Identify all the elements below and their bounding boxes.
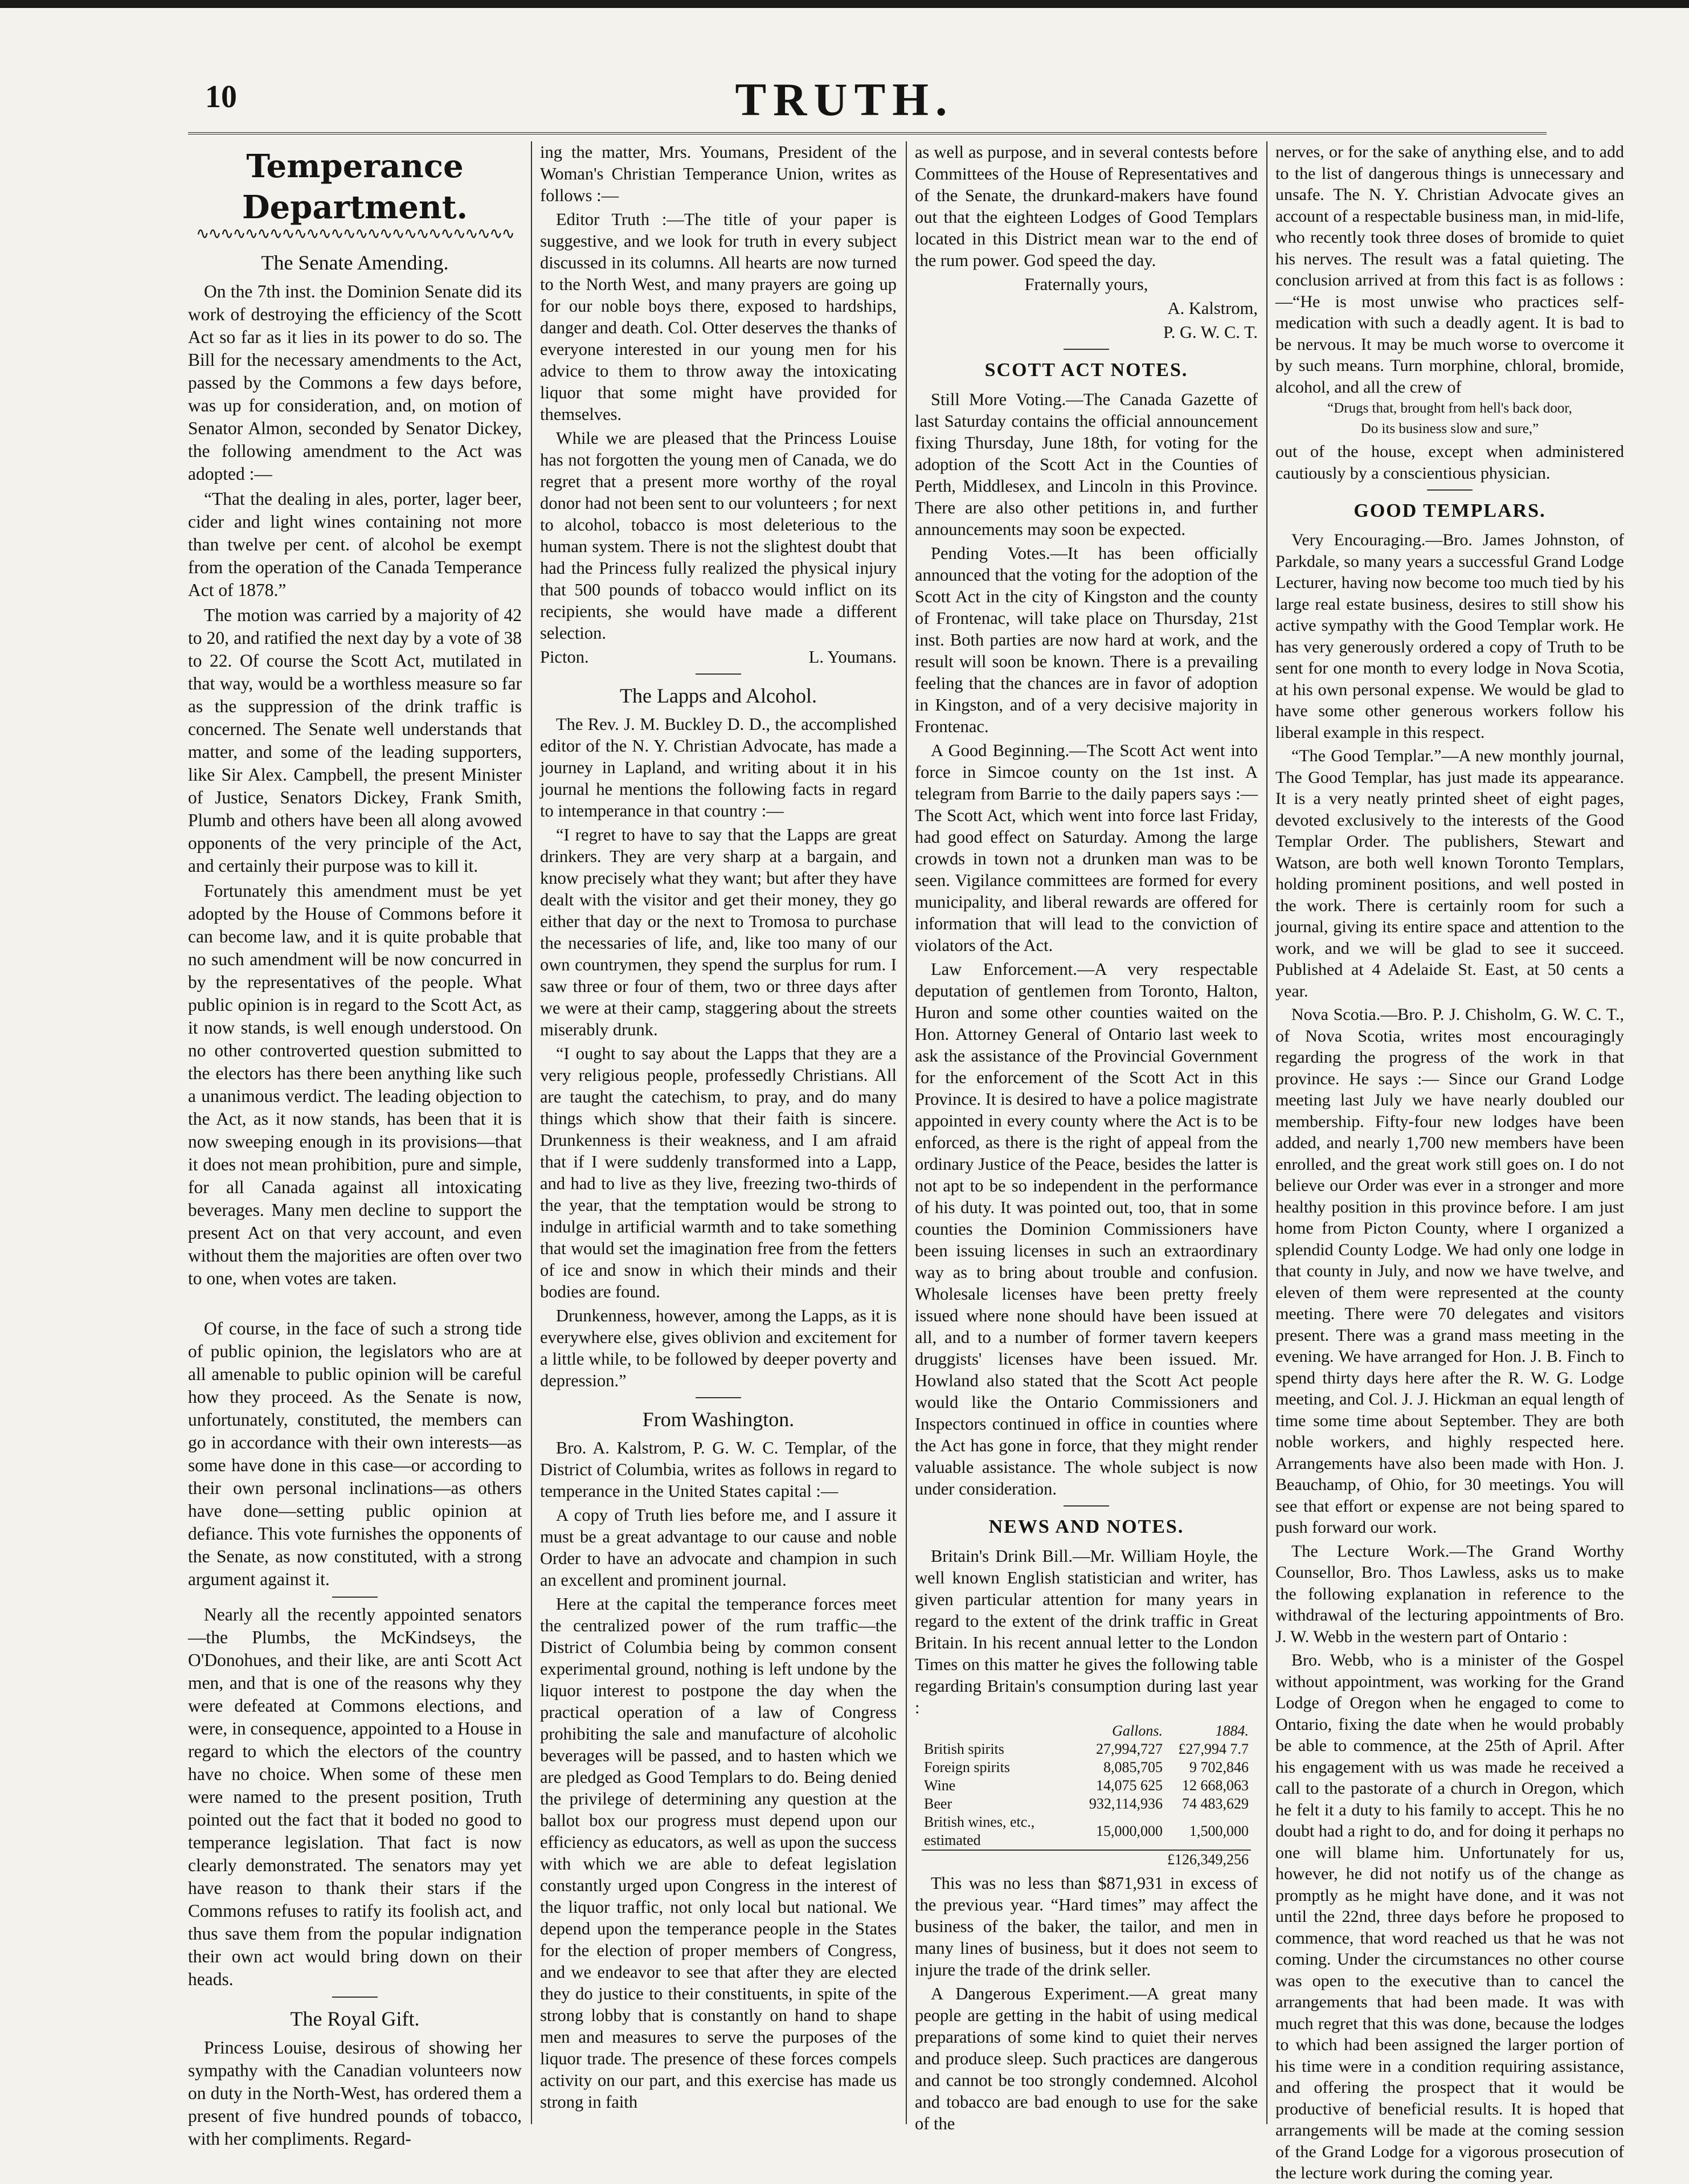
article-heading: From Washington. xyxy=(642,1408,795,1431)
table-cell: Foreign spirits xyxy=(924,1759,1010,1775)
table-cell: British wines, etc., estimated xyxy=(924,1814,1035,1848)
paragraph: A copy of Truth lies before me, and I assure it must be a great advantage to our cause and noble Order to have an advocate and champion in such an excellent and prominent journal. xyxy=(540,1505,897,1590)
section-rule xyxy=(1427,489,1473,491)
verse-line: “Drugs that, brought from hell's back door, xyxy=(1327,401,1572,416)
drink-consumption-table xyxy=(922,1722,1251,1869)
table-row xyxy=(922,1795,1251,1813)
section-rule xyxy=(696,673,741,675)
paragraph: Bro. Webb, who is a minister of the Gospel without appointment, was working for the Grand Lodge of Oregon when he engaged to come to Ontario, fixing the date when he would probably be able to commence, at the 25th of April. After his engagement with us was made he received a call to the pastorate of a church in Oregon, which he felt it a duty to his family to accept. This he no doubt had a right to do, and for doing it perhaps no one will blame him. Unfortunately for us, however, he did not notify us of the change as promptly as he might have done, and it was not until the 22nd, three days before he proposed to commence, that word reached us that he was not coming. Under the circumstances no other course was open to the executive than to cancel the arrangements that had been made. It was with much regret that this was done, because the lodges to which had been assigned the larger portion of his time were in a condition requiring assistance, and offering the prospect that it would be productive of beneficial results. It is hoped that arrangements will be made at the coming session of the Grand Lodge for a vigorous prosecution of the lecture work during the coming year. xyxy=(1275,1651,1624,2182)
table-row xyxy=(922,1777,1251,1795)
letter-signature xyxy=(540,646,897,668)
letter-paragraph: Editor Truth :—The title of your paper is suggestive, and we look for truth in every subject discussed in its columns. All hearts are now turned to the North West, and many prayers are going up for our noble boys there, exposed to hardships, danger and death. Col. Otter deserves the thanks of everyone interested in our young men for his advice to them to throw away the intoxicating liquor that some might have provided for themselves. xyxy=(540,210,897,424)
paragraph: The Lecture Work.—The Grand Worthy Counsellor, Bro. Thos Lawless, asks us to make the following explanation in reference to the withdrawal of the lecturing appointments of Bro. J. W. Webb in the western part of Ontario : xyxy=(1275,1541,1624,1646)
paragraph: Nova Scotia.—Bro. P. J. Chisholm, G. W. C. T., of Nova Scotia, writes most encouragingly regarding the progress of the work in that province. He says :— Since our Grand Lodge meeting last July we have nearly doubled our membership. Fifty-four new lodges have been added, and nearly 1,700 new members have been enrolled, and the great work still goes on. I do not believe our Order was ever in a stronger and more healthy position in this province before. I am just home from Picton County, where I organized a splendid County Lodge. We had only one lodge in that county in July, and now we have twelve, and eleven of them were represented at the county meeting. There were 70 delegates and visitors present. There was a grand mass meeting in the evening. We have arranged for Hon. J. B. Finch to spend thirty days here after the R. W. G. Lodge meeting, and Col. J. J. Hickman an equal length of time some time about September. They are both noble workers, and highly respected here. Arrangements have also been made with Hon. J. Beauchamp, of Ohio, for 30 meetings. You will see that effort or expense are not being spared to push forward our work. xyxy=(1275,1005,1624,1537)
table-cell: 1,500,000 xyxy=(1189,1823,1249,1839)
table-cell: 27,994,727 xyxy=(1095,1741,1163,1757)
top-border xyxy=(0,0,1689,8)
column-rule xyxy=(906,141,907,2124)
column-1 xyxy=(188,141,522,2149)
paragraph: Law Enforcement.—A very respectable deputation of gentlemen from Toronto, Halton, Huron and some other counties waited on the Hon. Attorney General of Ontario last week to ask the assistance of the Provincial Government for the enforcement of the Scott Act in this Province. It is desired to have a police magistrate appointed in every county where the Act is to be enforced, as there is the right of appeal from the ordinary Justice of the Peace, besides the latter is not apt to be so independent in the performance of his duty. It was pointed out, too, that in some counties the Dominion Commissioners have been issuing licenses in such an extraordinary way as to bring about trouble and confusion. Wholesale licenses have been pretty freely issued where none should have been issued at all, and to a number of former tavern keepers druggists' licenses have been issued. Mr. Howland also stated that the Scott Act people would like the Ontario Commissioners and Inspectors continued in office in counties where the Act has gone in force, that they might render valuable assistance. The whole subject is now under consideration. xyxy=(915,960,1258,1499)
table-cell: 932,114,936 xyxy=(1089,1795,1163,1812)
page-number: 10 xyxy=(205,79,237,115)
letter-closing: Fraternally yours, xyxy=(1024,275,1148,294)
paragraph: ing the matter, Mrs. Youmans, President of the Woman's Christian Temperance Union, writes as follows :— xyxy=(540,142,897,205)
table-cell: 15,000,000 xyxy=(1095,1823,1163,1839)
spacer xyxy=(188,1292,522,1317)
column-rule xyxy=(531,141,532,2124)
letter-signer: L. Youmans. xyxy=(808,647,897,667)
wavy-rule: ∿∿∿∿∿∿∿∿∿∿∿∿∿∿∿∿∿∿∿∿∿∿∿∿∿∿ xyxy=(196,225,514,243)
section-rule xyxy=(332,1997,378,1998)
section-heading: NEWS AND NOTES. xyxy=(988,1516,1184,1537)
paragraph: The motion was carried by a majority of 42 to 20, and ratified the next day by a vote of 38 to 22. Of course the Scott Act, mutilated in that way, would be a worthless measure so far as the suppression of the drink traffic is concerned. The Senate well understands that matter, and some of the leading supporters, like Sir Alex. Campbell, the present Minister of Justice, Senators Dickey, Frank Smith, Plumb and others have been all along avowed opponents of the very principle of the Act, and certainly their purpose was to kill it. xyxy=(188,605,522,876)
column-4 xyxy=(1275,141,1624,2182)
paragraph: Princess Louise, desirous of showing her sympathy with the Canadian volunteers now on duty in the North-West, has ordered them a present of five hundred pounds of tobacco, with her compliments. Regard- xyxy=(188,2038,522,2149)
letter-paragraph: While we are pleased that the Princess Louise has not forgotten the young men of Canada, we do regret that a present more worthy of the royal donor had not been sent to our volunteers ; for next to alcohol, tobacco is most deleterious to the human system. There is not the slightest doubt that had the Princess fully realized the physical injury that 500 pounds of tobacco would inflict on its recipients, she would have made a different selection. xyxy=(540,428,897,643)
paragraph: A Good Beginning.—The Scott Act went into force in Simcoe county on the 1st inst. A telegram from Barrie to the daily papers says :—The Scott Act, which went into force last Friday, had good effect on Saturday. Among the large crowds in town not a drunken man was to be seen. Vigilance committees are formed for every municipality, and liberal rewards are offered for information that will lead to the conviction of violators of the Act. xyxy=(915,741,1258,955)
table-cell: British spirits xyxy=(924,1741,1004,1757)
paragraph: Bro. A. Kalstrom, P. G. W. C. Templar, of the District of Columbia, writes as follows in regard to temperance in the United States capital :— xyxy=(540,1438,897,1501)
masthead-rule xyxy=(188,132,1547,134)
table-row xyxy=(922,1758,1251,1777)
table-cell: 8,085,705 xyxy=(1103,1759,1163,1775)
quote-paragraph: “That the dealing in ales, porter, lager beer, cider and light wines containing not more than twelve per cent. of alcohol be exempt from the operation of the Canada Temperance Act of 1878.” xyxy=(188,489,522,600)
table-row xyxy=(922,1813,1251,1850)
paragraph: as well as purpose, and in several contests before Committees of the House of Representatives and of the Senate, the drunkard-makers have found out that the eighteen Lodges of Good Templars located in this District mean war to the end of the rum power. God speed the day. xyxy=(915,142,1258,270)
article-heading: The Royal Gift. xyxy=(290,2007,420,2030)
paragraph: Of course, in the face of such a strong tide of public opinion, the legislators who are at all amenable to public opinion will be careful how they proceed. As the Senate is now, unfortunately, constituted, the members can go in accordance with their own interests—as some have done in this case—or according to their own personal inclinations—as others have done—setting public opinion at defiance. This vote furnishes the opponents of the Senate, as now constituted, with a strong argument against it. xyxy=(188,1318,522,1589)
table-header: 1884. xyxy=(1215,1722,1249,1739)
section-heading: GOOD TEMPLARS. xyxy=(1353,500,1546,521)
letter-signer: A. Kalstrom, xyxy=(1167,299,1258,318)
letter-signer-title: P. G. W. C. T. xyxy=(1163,323,1258,342)
table-cell: Beer xyxy=(924,1795,952,1812)
letter-place: Picton. xyxy=(540,647,589,667)
paragraph: A Dangerous Experiment.—A great many people are getting in the habit of using medical preparations of some kind to quiet their nerves and produce sleep. Such practices are dangerous and cannot be too strongly condemned. Alcohol and tobacco are bad enough to use for the sake of the xyxy=(915,1984,1258,2133)
table-cell: £27,994 7.7 xyxy=(1178,1741,1249,1757)
paragraph: “I regret to have to say that the Lapps are great drinkers. They are very sharp at a bargain, and know precisely what they want; but after they have dealt with the visitor and get their money, they go either that day or the next to Tromosa to purchase the necessaries of life, and, like too many of our own countrymen, they spend the surplus for rum. I saw three or four of them, two or three days after we were at their camp, staggering about the streets miserably drunk. xyxy=(540,825,897,1039)
department-title: Temperance Department. xyxy=(242,148,468,226)
paragraph: Still More Voting.—The Canada Gazette of last Saturday contains the official announcement fixing Thursday, June 18th, for voting for the adoption of the Scott Act in the Counties of Perth, Middlesex, and Lincoln in this Province. There are also other petitions in, and further announcements may soon be expected. xyxy=(915,390,1258,539)
section-rule xyxy=(1064,349,1109,350)
paragraph: “The Good Templar.”—A new monthly journal, The Good Templar, has just made its appearance. It is a very neatly printed sheet of eight pages, devoted exclusively to the interests of the Good Templar Order. The publishers, Stewart and Watson, are both well known Toronto Templars, holding prominent positions, and well posted in the work. There is certainly room for such a journal, giving its entire space and attention to the work, and we will be glad to see it succeed. Published at 4 Adelaide St. East, at 50 cents a year. xyxy=(1275,746,1624,1001)
column-2 xyxy=(540,141,897,2124)
table-cell: 14,075 625 xyxy=(1095,1777,1163,1794)
section-rule xyxy=(332,1597,378,1598)
table-cell: 12 668,063 xyxy=(1181,1777,1249,1794)
section-rule xyxy=(1064,1505,1109,1507)
section-heading: SCOTT ACT NOTES. xyxy=(984,360,1188,381)
paragraph: nerves, or for the sake of anything else, and to add to the list of dangerous things is unnecessary and unsafe. The N. Y. Christian Advocate gives an account of a respectable business man, in mid-life, who recently took three doses of bromide to quiet his nerves. The result was a fatal quieting. The conclusion arrived at from this fact is as follows :—“He is most unwise who practices self-medication with such a deadly agent. It is bad to be nervous. It may be much worse to overcome it by such means. Turn morphine, chloral, bromide, alcohol, and all the crew of xyxy=(1275,142,1624,397)
column-rule xyxy=(1266,141,1267,2124)
paragraph: Pending Votes.—It has been officially announced that the voting for the adoption of the Scott Act in the city of Kingston and the county of Frontenac, will take place on Thursday, 21st inst. Both parties are now hard at work, and the result will soon be known. There is a prevailing feeling that the chances are in favor of adoption in Kingston, and of a very decisive majority in Frontenac. xyxy=(915,544,1258,736)
table-header-row xyxy=(922,1722,1251,1740)
article-heading: The Senate Amending. xyxy=(261,251,449,274)
paragraph: The Rev. J. M. Buckley D. D., the accomplished editor of the N. Y. Christian Advocate, has made a journey in Lapland, and writing about it in his journal he mentions the following facts in regard to intemperance in that country :— xyxy=(540,715,897,820)
paragraph: This was no less than $871,931 in excess of the previous year. “Hard times” may affect the business of the baker, the tailor, and men in many lines of business, but it does not seem to injure the trade of the drink seller. xyxy=(915,1873,1258,1979)
paragraph: Here at the capital the temperance forces meet the centralized power of the rum traffic—the District of Columbia being by common consent experimental ground, nothing is left undone by the liquor interest to postpone the day when the practical operation of a law of Congress prohibiting the sale and manufacture of alcoholic beverages will be passed, and to hasten which we are pledged as Good Templars to do. Being denied the privilege of determining any question at the ballot box our progress must depend upon our efficiency as educators, as well as upon the success with which we are able to defeat legislation constantly urged upon Congress in the interest of the liquor traffic, not only local but national. We depend upon the temperance people in the States for the election of proper members of Congress, and we endeavor to see that after they are elected they do justice to their constituents, in spite of the strong lobby that is constantly on hand to shape men and measures to serve the purposes of the liquor trade. The presence of these forces compels activity on our part, and this exercise has made us strong in faith xyxy=(540,1594,897,2112)
paragraph: out of the house, except when administered cautiously by a conscientious physician. xyxy=(1275,442,1624,483)
paragraph: Drunkenness, however, among the Lapps, as it is everywhere else, gives oblivion and excitement for a little while, to be followed by deeper poverty and depression.” xyxy=(540,1306,897,1390)
table-cell: 9 702,846 xyxy=(1189,1759,1249,1775)
table-cell: Wine xyxy=(924,1777,956,1794)
section-rule xyxy=(696,1397,741,1398)
paragraph: Very Encouraging.—Bro. James Johnston, of Parkdale, so many years a successful Grand Lodge Lecturer, having now become too much tied by his large real estate business, desires to still show his active sympathy with the Good Templar work. He has very generously ordered a copy of Truth to be sent for one month to every lodge in Nova Scotia, at his own personal expense. We would be glad to have some other generous workers follow his liberal example in this respect. xyxy=(1275,530,1624,742)
verse-line: Do its business slow and sure,” xyxy=(1360,421,1539,436)
masthead-title: TRUTH. xyxy=(735,74,954,125)
article-heading: The Lapps and Alcohol. xyxy=(620,684,817,707)
column-3 xyxy=(915,141,1258,2133)
table-total: £126,349,256 xyxy=(1165,1850,1251,1869)
table-cell: 74 483,629 xyxy=(1181,1795,1249,1812)
paragraph: Nearly all the recently appointed senators —the Plumbs, the McKindseys, the O'Donohues, and their like, are anti Scott Act men, and that is one of the reasons why they were defeated at Commons elections, and were, in consequence, appointed to a House in regard to which the electors of the country have no choice. When some of these men were named to the present position, Truth pointed out the fact that it boded no good to temperance legislation. That fact is now clearly demonstrated. The senators may yet have reason to thank their stars if the Commons refuses to ratify its foolish act, and thus save them from the popular indignation their own act would bring down on their heads. xyxy=(188,1605,522,1989)
table-header: Gallons. xyxy=(1112,1722,1163,1739)
paragraph: On the 7th inst. the Dominion Senate did its work of destroying the efficiency of the Scott Act so far as it lies in its power to do so. The Bill for the necessary amendments to the Act, passed by the Commons a few days before, was up for consideration, and, on motion of Senator Almon, seconded by Senator Dickey, the following amendment to the Act was adopted :— xyxy=(188,281,522,484)
table-row xyxy=(922,1740,1251,1758)
paragraph: “I ought to say about the Lapps that they are a very religious people, professedly Christians. All are taught the catechism, to pray, and do many things which show that their faith is sincere. Drunkenness is their weakness, and I am afraid that if I were suddenly transformed into a Lapp, and had to live as they live, freezing two-thirds of the year, that the temptation would be strong to indulge in artificial warmth and to take something that would set the imagination free from the fetters of ice and snow in which their minds and their bodies are found. xyxy=(540,1044,897,1301)
paragraph: Fortunately this amendment must be yet adopted by the House of Commons before it can become law, and it is quite probable that no such amendment will be now concurred in by the representatives of the people. What public opinion is in regard to the Scott Act, as it now stands, is well enough understood. On no other controverted question submitted to the electors has there been anything like such a unanimous verdict. The leading objection to the Act, as it now stands, has been that it is now sweeping enough in its provisions—that it does not mean prohibition, pure and simple, for all Canada against all intoxicating beverages. Many men decline to support the present Act on that very account, and even without them the majorities are often over two to one, when votes are taken. xyxy=(188,881,522,1288)
table-total-row xyxy=(922,1850,1251,1869)
paragraph: Britain's Drink Bill.—Mr. William Hoyle, the well known English statistician and writer, has given particular attention for many years in regard to the extent of the drink traffic in Great Britain. In his recent annual letter to the London Times on this matter he gives the following table regarding Britain's consumption during last year : xyxy=(915,1546,1258,1717)
